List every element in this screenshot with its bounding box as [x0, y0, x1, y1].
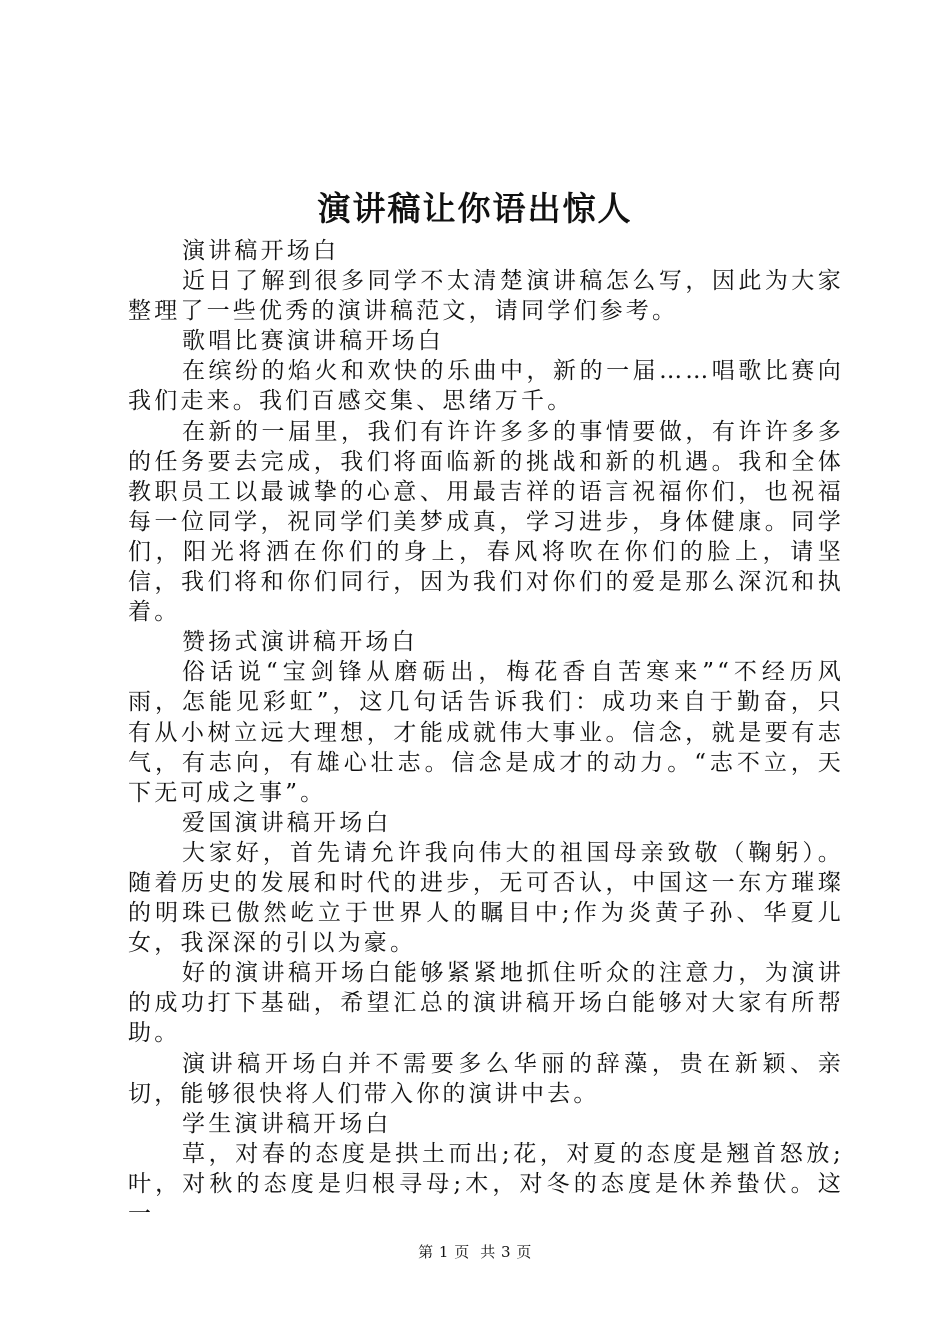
document-body [128, 236, 844, 1229]
paragraph: 俗话说“宝剑锋从磨砺出，梅花香自苦寒来”“不经历风雨，怎能见彩虹”，这几句话告诉我们：成功来自于勤奋，只有从小树立远大理想，才能成就伟大事业。信念，就是要有志气，有志向，有雄心壮志。信念是成才的动力。“志不立，天下无可成之事”。 [128, 659, 844, 806]
paragraph: 在缤纷的焰火和欢快的乐曲中，新的一届……唱歌比赛向我们走来。我们百感交集、思绪万千。 [128, 358, 844, 415]
paragraph: 大家好，首先请允许我向伟大的祖国母亲致敬（鞠躬）。随着历史的发展和时代的进步，无可否认，中国这一东方璀璨的明珠已傲然屹立于世界人的瞩目中;作为炎黄子孙、华夏儿女，我深深的引以为豪。 [128, 839, 844, 957]
paragraph: 近日了解到很多同学不太清楚演讲稿怎么写，因此为大家整理了一些优秀的演讲稿范文，请同学们参考。 [128, 268, 844, 325]
paragraph: 好的演讲稿开场白能够紧紧地抓住听众的注意力，为演讲的成功打下基础，希望汇总的演讲稿开场白能够对大家有所帮助。 [128, 960, 844, 1047]
section-heading: 演讲稿开场白 [182, 238, 340, 264]
section-heading: 学生演讲稿开场白 [182, 1110, 392, 1137]
section-heading: 爱国演讲稿开场白 [182, 809, 392, 836]
page-footer [0, 1241, 950, 1263]
page-number-label: 第 1 页 共 3 页 [418, 1243, 532, 1261]
section-heading: 赞扬式演讲稿开场白 [182, 629, 418, 656]
document-title: 演讲稿让你语出惊人 [317, 189, 633, 228]
section-heading: 歌唱比赛演讲稿开场白 [182, 328, 444, 355]
paragraph: 草，对春的态度是拱土而出;花，对夏的态度是翘首怒放;叶，对秋的态度是归根寻母;木，对冬的态度是休养蛰伏。这一 [128, 1140, 844, 1227]
paragraph: 演讲稿开场白并不需要多么华丽的辞藻，贵在新颖、亲切，能够很快将人们带入你的演讲中去。 [128, 1050, 844, 1107]
paragraph: 在新的一届里，我们有许许多多的事情要做，有许许多多的任务要去完成，我们将面临新的挑战和新的机遇。我和全体教职员工以最诚挚的心意、用最吉祥的语言祝福你们，也祝福每一位同学，祝同学们美梦成真，学习进步，身体健康。同学们，阳光将洒在你们的身上，春风将吹在你们的脸上，请坚信，我们将和你们同行，因为我们对你们的爱是那么深沉和执着。 [128, 418, 844, 626]
